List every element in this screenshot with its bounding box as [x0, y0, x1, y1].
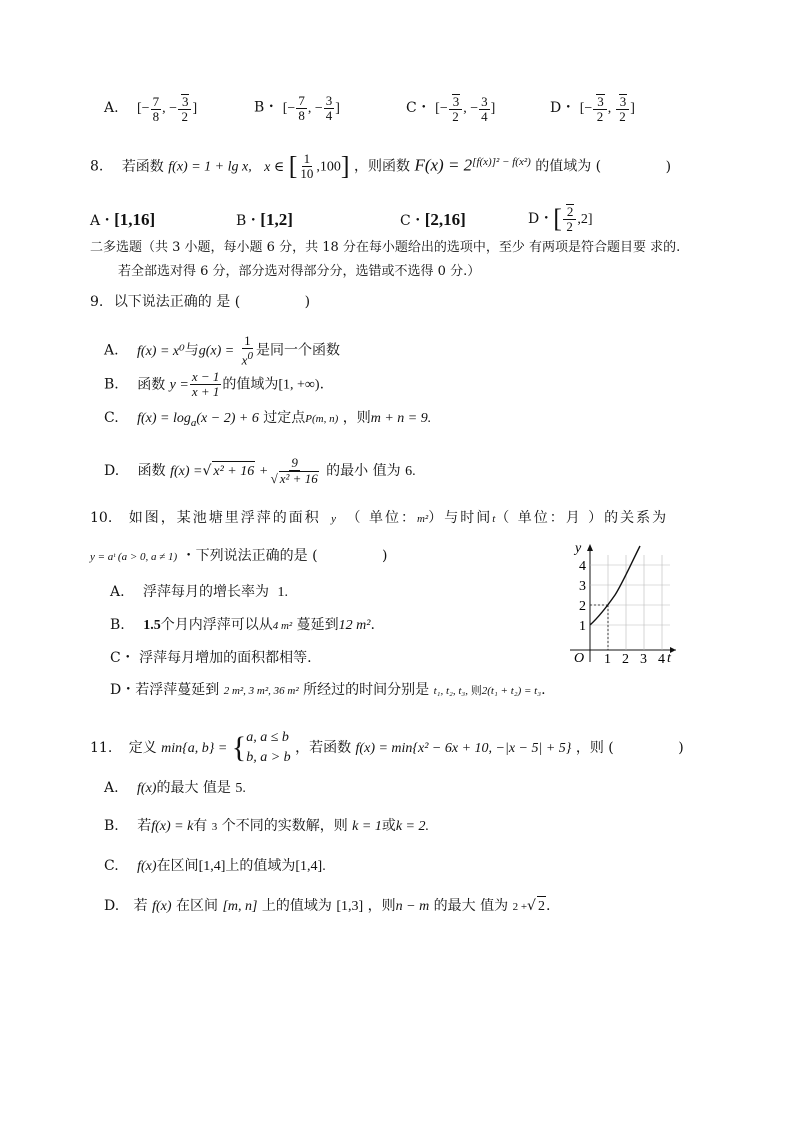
q10-b-to: 12 m²: [338, 618, 371, 633]
q9-d-tail: 的最小 值为: [326, 463, 401, 479]
q10-option-a: [110, 582, 288, 603]
q8-exponent: [f(x)]² − f(x²): [472, 156, 531, 168]
q10-a-val: 1.: [277, 585, 288, 600]
section2-line1: 二多选题（共 3 小题，每小题 6 分，共 18 分在每小题给出的选项中，至少 有两项是符合题目要 求的.: [90, 240, 681, 255]
q11-c-range: [1,4].: [295, 859, 326, 874]
q10-formula: y = aᵗ (a > 0, a ≠ 1): [90, 551, 178, 563]
q11-a-text: 的最大 值是: [156, 780, 231, 796]
q11-option-c: [104, 856, 326, 877]
graph-x-tick-4: 4: [658, 652, 665, 665]
q10-text3: （ 单位：月 ）的关系为: [495, 510, 669, 526]
q10-d-eq: 2(t₁ + t₂) = t₃: [481, 685, 542, 697]
q10-b-num: 1.5: [143, 618, 161, 633]
graph-y-tick-3: 3: [579, 579, 586, 594]
q10-c-text: 浮萍每月增加的面积都相等.: [139, 650, 312, 666]
q11-d-end: .: [545, 898, 551, 914]
graph-x-tick-3: 3: [640, 652, 647, 665]
section2-line2: 若全部选对得 6 分，部分选对得部分分，选错或不选得 0 分.）: [118, 264, 481, 279]
q11-d-text2: 上的值域为: [261, 898, 332, 914]
graph-y-axis-label: y: [575, 541, 582, 556]
graph-y-tick-4: 4: [579, 559, 586, 574]
q8-option-a-value: [1,16]: [114, 210, 156, 229]
q9-b-y: y =: [169, 377, 189, 393]
q9-b-label: B.: [104, 376, 119, 393]
q11-d-val: 2 +: [512, 901, 528, 913]
q9-b-mid: 的值域为: [222, 376, 279, 393]
graph-x-tick-2: 2: [622, 652, 629, 665]
graph-y-tick-1: 1: [579, 619, 586, 634]
q11-b-label: B.: [104, 818, 119, 834]
q11-case1: a, a ≤ b: [246, 730, 289, 745]
q9-c-f: f(x) = log: [137, 411, 191, 426]
q10-close-paren: ): [382, 548, 388, 564]
q7-option-d: [550, 94, 635, 124]
q10-text2: ）与时间: [428, 510, 493, 526]
q7-option-b-math: [− $\frac{7}{8}$ , − $\frac{3}{4}$ ]: [282, 93, 340, 123]
q8-interval-left: $\frac{1}{10}$: [300, 151, 314, 182]
q10-text1: 如图，某池塘里浮萍的面积: [128, 510, 321, 526]
q10-unit1-val: m²: [416, 513, 429, 525]
q8-option-b: [236, 210, 293, 231]
q11-d-text4: 的最大 值为: [433, 898, 509, 914]
q11-b-eq: f(x) = k: [151, 819, 194, 834]
q11-c-text2: 上的值域为: [225, 858, 296, 874]
q8-option-a-label: A・: [90, 213, 115, 229]
q9-b-range: [1, +∞): [278, 377, 320, 393]
q9-c-eq: m + n = 9.: [370, 411, 432, 426]
q10-option-c: [110, 648, 312, 668]
q11-f-def: f(x) = min{x² − 6x + 10, −|x − 5| + 5}: [355, 741, 572, 756]
q11-stem: [90, 728, 684, 768]
q8-domain: x ∈: [264, 159, 285, 175]
q10-d-mid: 所经过的时间分别是: [303, 682, 430, 698]
q9-b-frac: $\frac{x - 1}{x + 1}$: [191, 369, 220, 399]
q10-b-mid: 蔓延到: [296, 617, 339, 633]
graph-x-axis-label: t: [667, 651, 671, 665]
q11-c-int: [1,4]: [198, 859, 226, 874]
q10-a-text: 浮萍每月的增长率为: [143, 584, 270, 600]
q10-unit1: （ 单位：: [346, 510, 417, 526]
q10-d-vals: 2 m², 3 m², 36 m²: [223, 685, 299, 697]
q9-c-sub: a: [190, 416, 197, 429]
q11-d-text1: 在区间: [175, 898, 218, 914]
q9-d-frac: $\frac{9}{\text{√ x² + 16}}$: [270, 455, 318, 486]
q10-a-label: A.: [110, 584, 125, 600]
q8-close-paren: ): [665, 158, 672, 175]
q9-d-f: f(x) =: [170, 464, 203, 479]
q9-c-mid: 过定点: [263, 410, 306, 426]
q7-option-b: [254, 94, 340, 123]
q10-d-tail: , 则: [465, 685, 482, 697]
growth-graph: [560, 540, 680, 665]
q10-option-b: B. 1.5个月内浮萍可以从4 m² 蔓延到12 m².: [110, 617, 375, 633]
q9-c-point: P(m, n): [305, 413, 339, 425]
q8-option-d-label: D・: [528, 211, 554, 227]
q9-a-frac: $\frac{1}{x^0}$: [241, 333, 253, 368]
q10-stem-line1: [90, 508, 668, 529]
q11-option-d: D. 若 f(x) 在区间 [m, n] 上的值域为 [1,3] ，则n − m 的最大 值为 2 +√ 2.: [104, 896, 550, 917]
q11-b-or: 或: [381, 818, 396, 834]
q7-option-a-math: [− $\frac{7}{8}$ , − $\frac{3}{2}$ ]: [137, 93, 198, 124]
q8-option-a: [90, 210, 155, 231]
q8-text-suffix: 的值域为 (: [535, 158, 602, 175]
q11-a-f: f(x): [137, 781, 157, 796]
q11-piecewise: { a, a ≤ b b, a > b: [232, 728, 291, 768]
q11-b-mid: 有: [193, 818, 208, 834]
q11-text3: ，则 (: [575, 740, 614, 756]
q9-b-pre: 函数: [137, 376, 166, 393]
q11-option-b: [104, 816, 429, 837]
q8-number: 8.: [90, 158, 104, 175]
q10-text4: ・下列说法正确的是 (: [181, 548, 318, 564]
q11-text2: ，若函数: [295, 740, 352, 756]
q9-text: 以下说法正确的 是 (: [113, 294, 241, 310]
q11-min-def: min{a, b} =: [161, 741, 228, 756]
q8-text-prefix: 若函数: [121, 158, 164, 175]
q9-close-paren: ): [304, 294, 311, 310]
q8-text-middle: ，则函数: [353, 158, 410, 175]
q8-option-c-value: [2,16]: [424, 210, 466, 229]
q11-option-a: [104, 778, 246, 799]
graph-origin-label: O: [574, 651, 585, 665]
q9-a-mid: 与: [184, 342, 199, 359]
q10-number: 10.: [90, 510, 113, 526]
q9-option-d: D. 函数 f(x) =√ x² + 16 + $\frac{9}{\text{√ x² + 16}}$ 的最小 值为 6.: [104, 455, 416, 486]
q7-option-c-math: [− $\frac{3}{2}$ , − $\frac{3}{4}$ ]: [435, 93, 496, 124]
q10-d-times: t₁, t₂, t₃: [433, 685, 466, 697]
q11-d-f: f(x): [152, 899, 172, 914]
q8-option-c-label: C・: [400, 213, 425, 229]
q7-option-a: [104, 94, 197, 124]
q9-d-plus: +: [259, 464, 268, 479]
q9-d-pre: 函数: [137, 463, 166, 479]
q9-option-a: [104, 334, 340, 367]
q8-option-d-tail: ,2]: [577, 212, 593, 227]
q11-b-pre: 若: [137, 818, 152, 834]
q11-d-range: [1,3]: [336, 899, 364, 914]
q9-number: 9.: [90, 294, 104, 310]
q10-y-var: y: [331, 513, 337, 525]
q7-option-c: [406, 94, 495, 124]
q7-option-d-label: D・: [550, 100, 576, 117]
q10-t-var: t: [492, 513, 496, 525]
q11-a-val: 5.: [235, 781, 246, 796]
graph-grid: [590, 555, 670, 650]
q10-option-d: D・若浮萍蔓延到 2 m², 3 m², 36 m² 所经过的时间分别是 t₁, t₂, t₃, 则2(t₁ + t₂) = t₃.: [110, 682, 546, 698]
q7-option-a-label: A.: [104, 100, 119, 117]
q9-a-g: g(x) =: [198, 343, 235, 359]
q8-F-def: F(x) = 2: [414, 155, 473, 175]
q8-option-d: D・[ $\frac{2}{2}$ ,2]: [528, 204, 593, 234]
q7-option-b-label: B・: [254, 99, 279, 116]
q11-d-nm: n − m: [395, 899, 430, 914]
q11-a-label: A.: [104, 780, 119, 796]
q11-case2: b, a > b: [246, 750, 291, 765]
q11-d-label: D.: [104, 898, 120, 914]
q10-d-label: D・: [110, 682, 136, 698]
q11-c-text1: 在区间: [156, 858, 199, 874]
q11-d-text3: ，则: [367, 898, 396, 914]
q10-stem-line2: [90, 546, 388, 567]
q10-b-label: B.: [110, 617, 125, 633]
q9-option-b: B. 函数 y = $\frac{x - 1}{x + 1}$ 的值域为[1, +∞).: [104, 369, 325, 399]
q9-c-label: C.: [104, 410, 119, 426]
q11-d-int: [m, n]: [222, 899, 258, 914]
q9-option-c: [104, 408, 431, 433]
q11-c-label: C.: [104, 858, 119, 874]
q8-option-d-frac: $\frac{2}{2}$: [563, 204, 577, 234]
q7-option-c-label: C・: [406, 100, 431, 117]
q8-stem: 8. 若函数 f(x) = 1 + lg x, x ∈ [ $\frac{1}{10}$ ,100] ，则函数 $F(x) = 2^{[f(x)]^2 - f(x^2)}$ 的值域为 ( ): [90, 151, 672, 182]
growth-curve: [590, 546, 640, 625]
q9-a-label: A.: [104, 342, 119, 359]
q10-b-text: 个月内浮萍可以从: [160, 617, 273, 633]
q11-b-k2: k = 2.: [395, 819, 429, 834]
graph-x-tick-1: 1: [604, 652, 611, 665]
q9-a-tail: 是同一个函数: [255, 342, 340, 359]
q9-stem: [90, 292, 310, 312]
graph-dashed-guides: [590, 605, 608, 650]
q11-c-f: f(x): [137, 859, 157, 874]
q9-d-val: 6.: [405, 464, 416, 479]
q11-close-paren: ): [678, 740, 684, 756]
q10-b-from: 4 m²: [272, 620, 293, 632]
q9-a-f: f(x) = x⁰: [137, 343, 185, 359]
q9-d-label: D.: [104, 463, 120, 479]
q11-d-pre: 若: [133, 898, 148, 914]
q8-f-def: f(x) = 1 + lg x,: [168, 159, 252, 175]
q11-b-three: 3: [211, 821, 218, 833]
q9-c-tail: ，则: [342, 410, 371, 426]
q8-option-b-label: B・: [236, 213, 261, 229]
q10-c-label: C・: [110, 650, 135, 666]
q10-d-text: 若浮萍蔓延到: [135, 682, 220, 698]
q11-b-text: 个不同的实数解，则: [221, 818, 348, 834]
q11-b-k1: k = 1: [352, 819, 382, 834]
q8-option-c: [400, 210, 466, 231]
graph-y-tick-2: 2: [579, 599, 586, 614]
q7-option-d-math: [− $\frac{3}{2}$ , $\frac{3}{2}$ ]: [579, 94, 635, 124]
q11-number: 11.: [90, 740, 113, 756]
q9-c-rest: (x − 2) + 6: [196, 411, 259, 426]
q8-interval-right: ,100: [316, 159, 341, 175]
q11-text1: 定义: [128, 740, 157, 756]
q8-option-b-value: [1,2]: [260, 210, 293, 229]
